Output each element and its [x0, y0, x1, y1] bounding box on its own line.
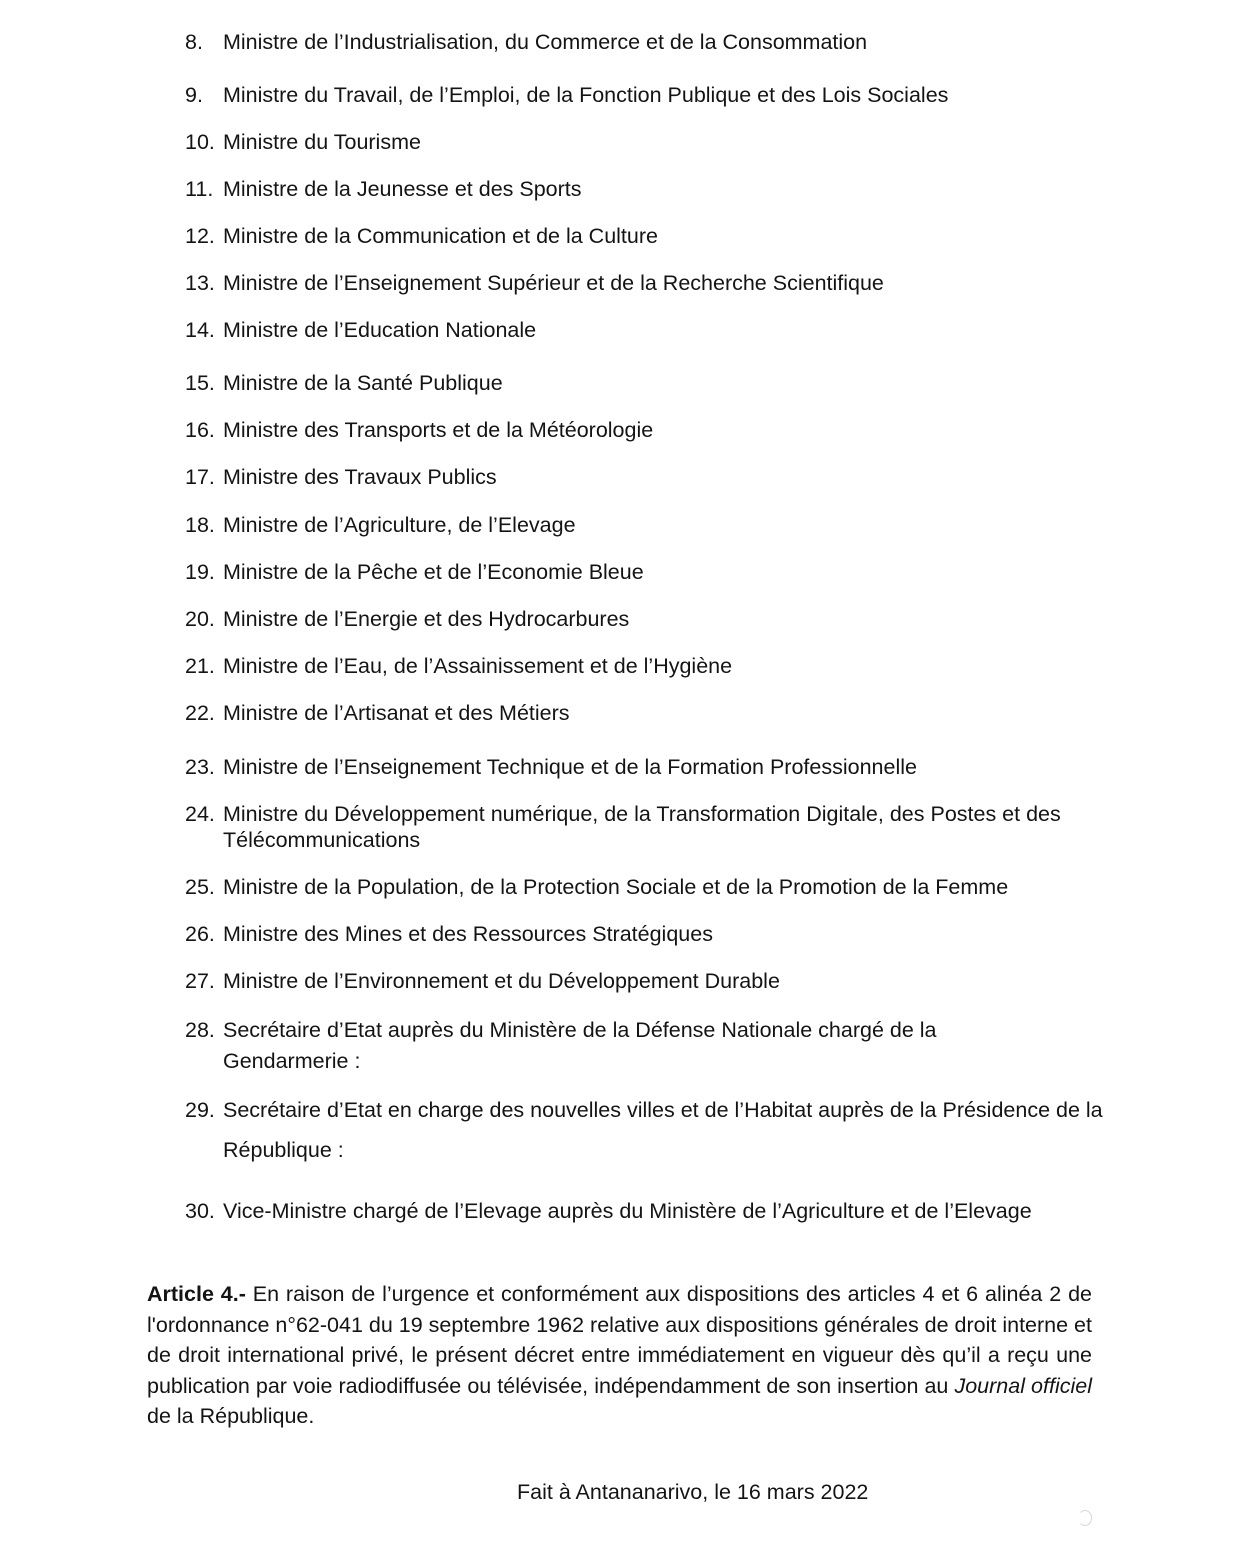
item-number: 19. — [185, 560, 215, 584]
item-number: 17. — [185, 465, 215, 489]
list-item — [185, 700, 1105, 726]
item-number: 18. — [185, 513, 215, 537]
list-item — [185, 223, 1105, 249]
list-item — [185, 317, 1105, 343]
item-text: Ministre de la Pêche et de l’Economie Bleue — [223, 560, 644, 584]
article-italic: Journal officiel — [954, 1373, 1092, 1398]
item-number: 25. — [185, 875, 215, 899]
list-item — [185, 968, 1105, 994]
item-text: Ministre du Travail, de l’Emploi, de la Fonction Publique et des Lois Sociales — [223, 83, 949, 107]
list-item — [185, 82, 1105, 108]
item-text: Ministre de la Santé Publique — [223, 371, 503, 395]
list-item — [185, 512, 1105, 538]
list-item — [185, 464, 1105, 490]
item-number: 22. — [185, 701, 215, 725]
item-text: Vice-Ministre chargé de l’Elevage auprès du Ministère de l’Agriculture et de l’Elevage — [223, 1199, 1032, 1223]
item-text: Ministre de l’Environnement et du Développement Durable — [223, 969, 780, 993]
article-text-before: En raison de l’urgence et conformément aux dispositions des articles 4 et 6 alinéa 2 de l'ordonnance n°62-041 du 19 septembre 1962 relative aux dispositions générales de droit interne et de droit international privé, le présent décret entre immédiatement en vigueur dès qu’il a reçu une publication par voie radiodiffusée ou télévisée, indépendamment de son insertion au — [147, 1282, 1092, 1398]
list-item — [185, 754, 1105, 780]
list-item — [185, 801, 1105, 853]
item-text: Ministre de l’Industrialisation, du Commerce et de la Consommation — [223, 30, 868, 54]
item-text: Secrétaire d’Etat en charge des nouvelles villes et de l’Habitat auprès de la Présidence de la République : — [223, 1098, 1103, 1162]
item-number: 26. — [185, 922, 215, 946]
item-text: Ministre de l’Enseignement Supérieur et de la Recherche Scientifique — [223, 271, 884, 295]
list-item — [185, 29, 1105, 55]
item-number: 23. — [185, 755, 215, 779]
article-text-after: de la République. — [147, 1404, 315, 1428]
list-item — [185, 270, 1105, 296]
item-number: 8. — [185, 30, 203, 54]
item-text: Ministre de l’Energie et des Hydrocarbures — [223, 607, 630, 631]
list-item — [185, 874, 1105, 900]
item-number: 28. — [185, 1018, 215, 1042]
item-number: 27. — [185, 969, 215, 993]
item-number: 24. — [185, 802, 215, 826]
item-text: Ministre de la Jeunesse et des Sports — [223, 177, 582, 201]
item-text: Ministre de l’Agriculture, de l’Elevage — [223, 513, 576, 537]
item-number: 29. — [185, 1098, 215, 1122]
list-item — [185, 606, 1105, 632]
list-item — [185, 1090, 1105, 1170]
item-number: 11. — [185, 177, 214, 201]
item-number: 15. — [185, 371, 215, 395]
item-text: Ministre de l’Eau, de l’Assainissement et de l’Hygiène — [223, 654, 733, 678]
list-item — [185, 559, 1105, 585]
item-text: Ministre de l’Education Nationale — [223, 318, 537, 342]
item-number: 16. — [185, 418, 215, 442]
item-text: Ministre de la Communication et de la Culture — [223, 224, 658, 248]
list-item — [185, 653, 1105, 679]
list-item — [185, 1015, 1105, 1077]
article-4 — [147, 1279, 1092, 1432]
list-item — [185, 129, 1105, 155]
list-item — [185, 370, 1105, 396]
item-text: Ministre des Mines et des Ressources Stratégiques — [223, 922, 713, 946]
item-number: 13. — [185, 271, 215, 295]
article-heading: Article 4.- — [147, 1282, 246, 1306]
item-number: 20. — [185, 607, 215, 631]
list-item — [185, 921, 1105, 947]
item-number: 14. — [185, 318, 215, 342]
item-text: Ministre du Tourisme — [223, 130, 421, 154]
item-number: 30. — [185, 1199, 215, 1223]
item-text: Ministre de la Population, de la Protection Sociale et de la Promotion de la Femme — [223, 875, 1009, 899]
list-item — [185, 176, 1105, 202]
item-number: 12. — [185, 224, 215, 248]
item-text: Ministre du Développement numérique, de la Transformation Digitale, des Postes et des Télécommunications — [223, 802, 1061, 852]
signature-line: Fait à Antananarivo, le 16 mars 2022 — [517, 1480, 869, 1504]
item-text: Secrétaire d’Etat auprès du Ministère de la Défense Nationale chargé de la Gendarmerie : — [223, 1018, 937, 1073]
item-text: Ministre des Travaux Publics — [223, 465, 497, 489]
item-text: Ministre des Transports et de la Météorologie — [223, 418, 654, 442]
list-item — [185, 1198, 1105, 1224]
item-number: 21. — [185, 654, 215, 678]
list-item — [185, 417, 1105, 443]
item-text: Ministre de l’Enseignement Technique et de la Formation Professionnelle — [223, 755, 917, 779]
item-number: 9. — [185, 83, 203, 107]
item-text: Ministre de l’Artisanat et des Métiers — [223, 701, 570, 725]
item-number: 10. — [185, 130, 215, 154]
scan-mark — [1078, 1510, 1092, 1526]
